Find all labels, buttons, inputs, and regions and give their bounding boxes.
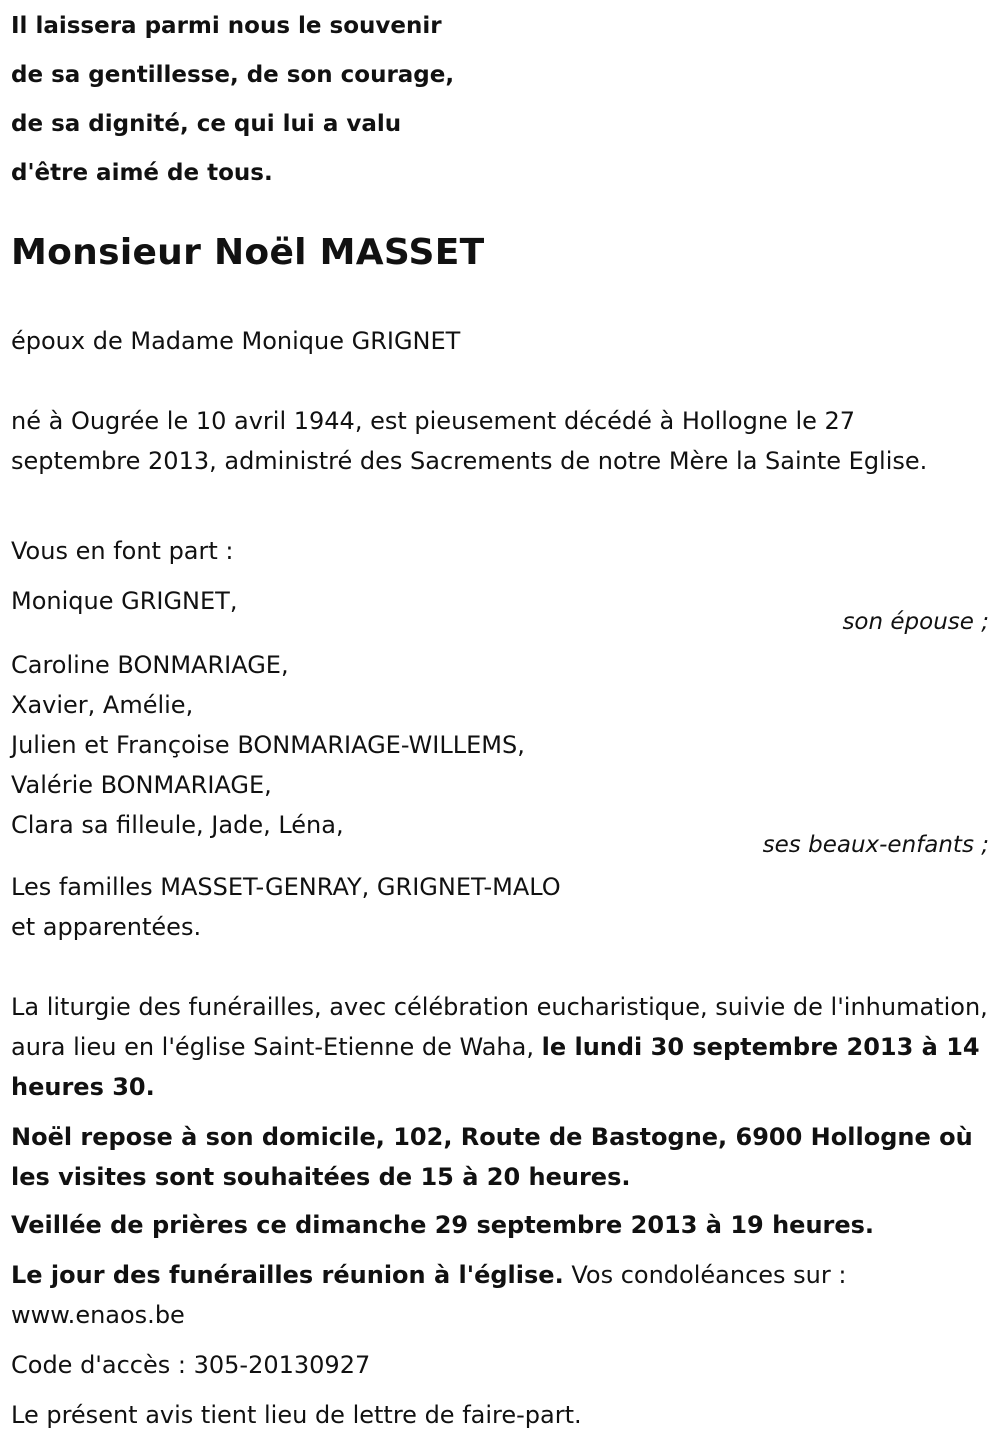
epitaph-line: de sa dignité, ce qui lui a valu xyxy=(11,111,402,137)
list-item: Caroline BONMARIAGE, xyxy=(11,651,289,679)
liturgy-text: La liturgie des funérailles, avec célébration eucharistique, suivie de l'inhumation, aura lieu en l'église Saint-Etienne de Waha, xyxy=(11,993,988,1061)
deceased-name: Monsieur Noël MASSET xyxy=(11,232,485,273)
notice-line: Le présent avis tient lieu de lettre de faire-part. xyxy=(11,1401,582,1429)
epitaph-line: Il laissera parmi nous le souvenir xyxy=(11,13,442,39)
families-list xyxy=(11,867,561,947)
access-code: Code d'accès : 305-20130927 xyxy=(11,1351,371,1379)
announcement-intro: Vous en font part : xyxy=(11,537,234,565)
list-item: Xavier, Amélie, xyxy=(11,691,194,719)
vigil-line: Veillée de prières ce dimanche 29 septembre 2013 à 19 heures. xyxy=(11,1211,875,1239)
relation-step-children: ses beaux-enfants ; xyxy=(762,832,989,858)
condolences-paragraph xyxy=(11,1255,989,1335)
epitaph-line: de sa gentillesse, de son courage, xyxy=(11,62,455,88)
spouse-name: Monique GRIGNET, xyxy=(11,587,238,615)
condolences-text: Vos condoléances sur : www.enaos.be xyxy=(11,1261,847,1329)
epitaph xyxy=(11,2,454,198)
list-item: Les familles MASSET-GENRAY, GRIGNET-MALO xyxy=(11,873,561,901)
list-item: et apparentées. xyxy=(11,913,202,941)
relation-spouse: son épouse ; xyxy=(842,609,989,635)
liturgy-date: le lundi 30 septembre 2013 à 14 heures 30. xyxy=(11,1033,980,1101)
list-item: Julien et Françoise BONMARIAGE-WILLEMS, xyxy=(11,731,525,759)
birth-death-paragraph: né à Ougrée le 10 avril 1944, est pieusement décédé à Hollogne le 27 septembre 2013, administré des Sacrements de notre Mère la Sainte Eglise. xyxy=(11,407,928,475)
meeting-text: Le jour des funérailles réunion à l'église. xyxy=(11,1261,564,1289)
repose-paragraph: Noël repose à son domicile, 102, Route de Bastogne, 6900 Hollogne où les visites sont souhaitées de 15 à 20 heures. xyxy=(11,1123,973,1191)
spouse-line: époux de Madame Monique GRIGNET xyxy=(11,327,461,355)
step-children-list xyxy=(11,645,525,845)
liturgy-paragraph xyxy=(11,987,989,1107)
list-item: Valérie BONMARIAGE, xyxy=(11,771,272,799)
list-item: Clara sa filleule, Jade, Léna, xyxy=(11,811,344,839)
epitaph-line: d'être aimé de tous. xyxy=(11,160,273,186)
